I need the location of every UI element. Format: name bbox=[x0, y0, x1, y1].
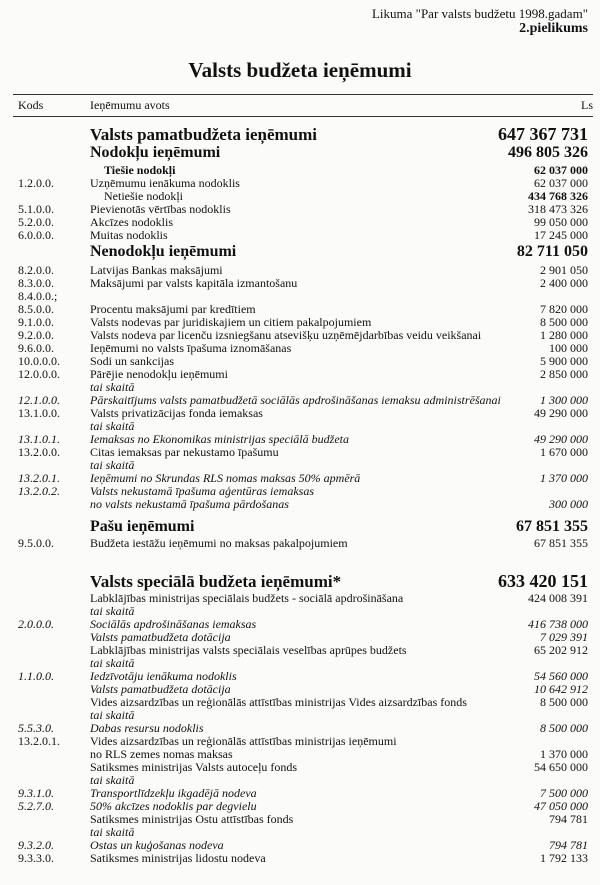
column-header-currency: Ls bbox=[581, 98, 593, 112]
row-source: Muitas nodoklis bbox=[90, 228, 168, 242]
row-code: 8.4.0.0.; bbox=[18, 289, 58, 303]
row-source: Akcīzes nodoklis bbox=[90, 215, 173, 229]
row-source: Satiksmes ministrijas lidostu nodeva bbox=[90, 851, 266, 865]
row-source: Valsts pamatbudžeta dotācija bbox=[90, 682, 231, 696]
row-source: Valsts speciālā budžeta ieņēmumi* bbox=[90, 572, 342, 591]
row-code: 13.2.0.1. bbox=[18, 471, 60, 485]
row-amount: 633 420 151 bbox=[498, 571, 588, 591]
row-amount: 7 029 391 bbox=[540, 630, 588, 644]
row-source: Iemaksas no Ekonomikas ministrijas speciālā budžeta bbox=[90, 432, 349, 446]
row-source: tai skaitā bbox=[90, 825, 135, 839]
row-code: 9.1.0.0. bbox=[18, 315, 54, 329]
row-code: 8.3.0.0. bbox=[18, 276, 54, 290]
row-source: Pārējie nenodokļu ieņēmumi bbox=[90, 367, 228, 381]
row-code: 10.0.0.0. bbox=[18, 354, 60, 368]
row-amount: 82 711 050 bbox=[516, 243, 588, 260]
row-code: 13.2.0.0. bbox=[18, 445, 60, 459]
row-source: tai skaitā bbox=[90, 656, 135, 670]
appendix-label: 2.pielikums bbox=[519, 21, 588, 36]
row-code: 5.2.0.0. bbox=[18, 215, 54, 229]
row-code: 13.2.0.1. bbox=[18, 734, 60, 748]
row-source: Ieņēmumi no valsts īpašuma iznomāšanas bbox=[90, 341, 292, 355]
column-header-code: Kods bbox=[18, 98, 44, 112]
row-amount: 1 670 000 bbox=[540, 445, 588, 459]
row-amount: 416 738 000 bbox=[528, 617, 588, 631]
row-amount: 54 650 000 bbox=[534, 760, 588, 774]
row-code: 13.2.0.2. bbox=[18, 484, 60, 498]
row-code: 5.1.0.0. bbox=[18, 202, 54, 216]
row-source: Labklājības ministrijas valsts speciālais veselības aprūpes budžets bbox=[90, 643, 407, 657]
row-amount: 647 367 731 bbox=[498, 124, 588, 144]
row-source: tai skaitā bbox=[90, 419, 135, 433]
row-amount: 5 900 000 bbox=[540, 354, 588, 368]
row-amount: 8 500 000 bbox=[540, 695, 588, 709]
row-amount: 17 245 000 bbox=[534, 228, 588, 242]
row-source: Valsts pamatbudžeta dotācija bbox=[90, 630, 231, 644]
row-source: tai skaitā bbox=[90, 458, 135, 472]
row-amount: 496 805 326 bbox=[508, 144, 588, 161]
row-source: Iedzīvotāju ienākuma nodoklis bbox=[90, 669, 237, 683]
row-code: 12.1.0.0. bbox=[18, 393, 60, 407]
row-code: 9.3.3.0. bbox=[18, 851, 54, 865]
row-source: Citas iemaksas par nekustamo īpašumu bbox=[90, 445, 279, 459]
row-amount: 8 500 000 bbox=[540, 721, 588, 735]
row-source: Pašu ieņēmumi bbox=[90, 518, 195, 535]
row-source: Ieņēmumi no Skrundas RLS nomas maksas 50% apmērā bbox=[90, 471, 361, 485]
row-source: Tiešie nodokļi bbox=[104, 163, 176, 177]
row-amount: 49 290 000 bbox=[534, 432, 588, 446]
row-code: 1.2.0.0. bbox=[18, 176, 54, 190]
row-source: Ostas un kuģošanas nodeva bbox=[90, 838, 224, 852]
row-amount: 10 642 912 bbox=[534, 682, 588, 696]
row-source: Transportlīdzekļu ikgadējā nodeva bbox=[90, 786, 257, 800]
row-amount: 1 300 000 bbox=[540, 393, 588, 407]
row-code: 9.5.0.0. bbox=[18, 536, 54, 550]
row-source: Maksājumi par valsts kapitāla izmantošanu bbox=[90, 276, 298, 290]
row-amount: 65 202 912 bbox=[534, 643, 588, 657]
table-top-rule bbox=[13, 94, 593, 95]
row-amount: 54 560 000 bbox=[534, 669, 588, 683]
row-amount: 67 851 355 bbox=[516, 518, 588, 535]
row-source: tai skaitā bbox=[90, 708, 135, 722]
row-source: tai skaitā bbox=[90, 604, 135, 618]
row-source: Valsts pamatbudžeta ieņēmumi bbox=[90, 125, 317, 144]
row-source: Labklājības ministrijas speciālais budžets - sociālā apdrošināšana bbox=[90, 591, 404, 605]
row-source: Uzņēmumu ienākuma nodoklis bbox=[90, 176, 240, 190]
row-code: 1.1.0.0. bbox=[18, 669, 54, 683]
row-amount: 7 500 000 bbox=[540, 786, 588, 800]
row-source: Valsts nodeva par licenču izsniegšanu atsevišķu uzņēmējdarbības veidu veikšanai bbox=[90, 328, 482, 342]
row-amount: 62 037 000 bbox=[534, 163, 588, 177]
row-amount: 794 781 bbox=[549, 812, 588, 826]
page-title: Valsts budžeta ieņēmumi bbox=[188, 58, 412, 82]
row-source: Valsts nekustamā īpašuma aģentūras iemaksas bbox=[90, 484, 314, 498]
row-amount: 1 792 133 bbox=[540, 851, 588, 865]
row-code: 8.2.0.0. bbox=[18, 263, 54, 277]
row-source: Pārskaitījums valsts pamatbudžetā sociālās apdrošināšanas iemaksu administrēšanai bbox=[90, 393, 501, 407]
row-source: Vides aizsardzības un reģionālās attīstības ministrijas ieņēmumi bbox=[90, 734, 397, 748]
row-source: 50% akcīzes nodoklis par degvielu bbox=[90, 799, 257, 813]
row-source: Dabas resursu nodoklis bbox=[90, 721, 204, 735]
row-source: Budžeta iestāžu ieņēmumi no maksas pakalpojumiem bbox=[90, 536, 348, 550]
row-code: 9.3.1.0. bbox=[18, 786, 54, 800]
row-code: 2.0.0.0. bbox=[18, 617, 54, 631]
row-code: 5.5.3.0. bbox=[18, 721, 54, 735]
row-amount: 99 050 000 bbox=[534, 215, 588, 229]
row-source: Nodokļu ieņēmumi bbox=[90, 144, 221, 161]
row-code: 8.5.0.0. bbox=[18, 302, 54, 316]
row-source: Latvijas Bankas maksājumi bbox=[90, 263, 223, 277]
row-code: 9.3.2.0. bbox=[18, 838, 54, 852]
row-source: Pievienotās vērtības nodoklis bbox=[90, 202, 231, 216]
row-code: 6.0.0.0. bbox=[18, 228, 54, 242]
row-source: Nenodokļu ieņēmumi bbox=[90, 243, 237, 260]
row-amount: 318 473 326 bbox=[528, 202, 588, 216]
row-source: Sodi un sankcijas bbox=[90, 354, 174, 368]
row-source: Satiksmes ministrijas Ostu attīstības fonds bbox=[90, 812, 294, 826]
row-amount: 7 820 000 bbox=[540, 302, 588, 316]
row-amount: 100 000 bbox=[549, 341, 588, 355]
row-amount: 47 050 000 bbox=[534, 799, 588, 813]
row-code: 9.6.0.0. bbox=[18, 341, 54, 355]
row-amount: 1 370 000 bbox=[540, 471, 588, 485]
row-amount: 434 768 326 bbox=[528, 189, 588, 203]
row-amount: 49 290 000 bbox=[534, 406, 588, 420]
row-amount: 794 781 bbox=[549, 838, 588, 852]
row-source: tai skaitā bbox=[90, 380, 135, 394]
row-amount: 2 400 000 bbox=[540, 276, 588, 290]
row-amount: 8 500 000 bbox=[540, 315, 588, 329]
row-amount: 424 008 391 bbox=[528, 591, 588, 605]
row-amount: 1 280 000 bbox=[540, 328, 588, 342]
row-source: Netiešie nodokļi bbox=[104, 189, 183, 203]
row-code: 5.2.7.0. bbox=[18, 799, 54, 813]
column-header-source: Ieņēmumu avots bbox=[90, 98, 170, 112]
row-source: Procentu maksājumi par kredītiem bbox=[90, 302, 256, 316]
row-source: Valsts privatizācijas fonda iemaksas bbox=[90, 406, 263, 420]
row-amount: 67 851 355 bbox=[534, 536, 588, 550]
row-amount: 1 370 000 bbox=[540, 747, 588, 761]
row-source: no valsts nekustamā īpašuma pārdošanas bbox=[90, 497, 289, 511]
table-header bbox=[13, 98, 593, 114]
row-code: 13.1.0.1. bbox=[18, 432, 60, 446]
row-amount: 300 000 bbox=[549, 497, 588, 511]
row-source: Valsts nodevas par juridiskajiem un citiem pakalpojumiem bbox=[90, 315, 372, 329]
row-source: tai skaitā bbox=[90, 773, 135, 787]
law-reference: Likuma "Par valsts budžetu 1998.gadam" bbox=[371, 6, 588, 21]
row-amount: 2 850 000 bbox=[540, 367, 588, 381]
row-source: no RLS zemes nomas maksas bbox=[90, 747, 233, 761]
table-header-rule bbox=[13, 116, 593, 117]
row-source: Satiksmes ministrijas Valsts autoceļu fonds bbox=[90, 760, 298, 774]
row-amount: 62 037 000 bbox=[534, 176, 588, 190]
row-code: 13.1.0.0. bbox=[18, 406, 60, 420]
row-source: Sociālās apdrošināšanas iemaksas bbox=[90, 617, 257, 631]
row-code: 12.0.0.0. bbox=[18, 367, 60, 381]
row-source: Vides aizsardzības un reģionālās attīstības ministrijas Vides aizsardzības fonds bbox=[90, 695, 467, 709]
row-amount: 2 901 050 bbox=[540, 263, 588, 277]
row-code: 9.2.0.0. bbox=[18, 328, 54, 342]
